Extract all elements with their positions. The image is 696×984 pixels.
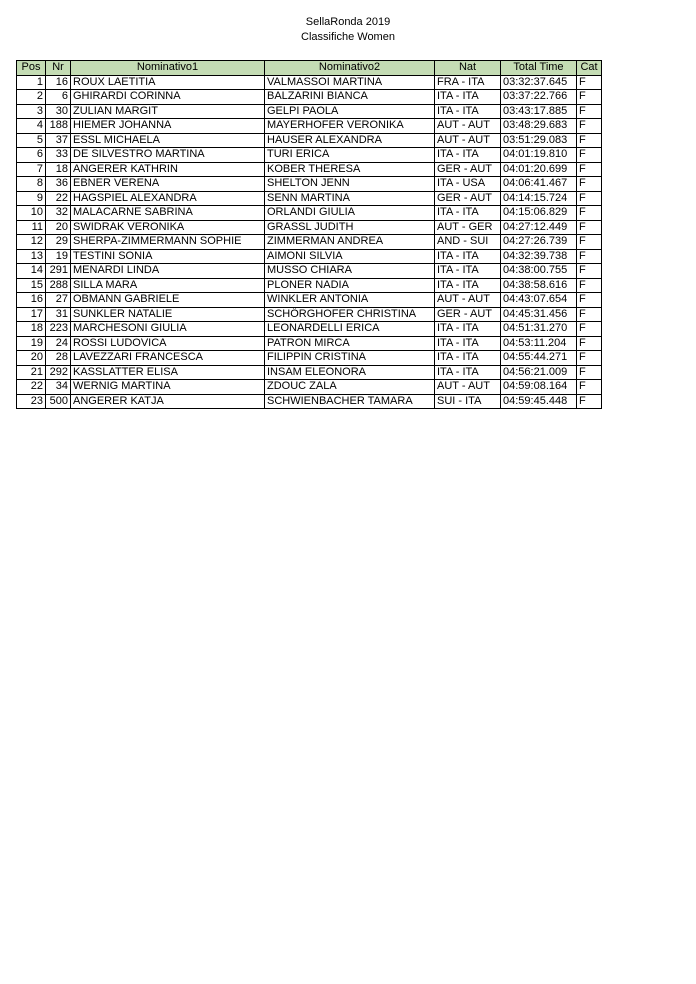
table-row [17,336,602,351]
cell-nominativo1: ROUX LAETITIA [71,75,265,90]
cell-cat: F [577,394,602,409]
cell-nominativo2: PATRON MIRCA [265,336,435,351]
cell-cat: F [577,148,602,163]
cell-total-time: 04:51:31.270 [501,322,577,337]
cell-nat: GER - AUT [435,191,501,206]
cell-nr: 28 [46,351,71,366]
table-row [17,307,602,322]
col-header-pos: Pos [17,61,46,76]
cell-nominativo1: HIEMER JOHANNA [71,119,265,134]
cell-nat: ITA - USA [435,177,501,192]
cell-total-time: 04:56:21.009 [501,365,577,380]
results-table [16,60,602,409]
col-header-nominativo2: Nominativo2 [265,61,435,76]
cell-cat: F [577,365,602,380]
cell-total-time: 04:38:00.755 [501,264,577,279]
cell-nat: ITA - ITA [435,365,501,380]
table-row [17,365,602,380]
cell-nominativo1: ANGERER KATJA [71,394,265,409]
cell-nat: AND - SUI [435,235,501,250]
cell-nominativo1: OBMANN GABRIELE [71,293,265,308]
cell-nominativo2: MAYERHOFER VERONIKA [265,119,435,134]
cell-nr: 16 [46,75,71,90]
cell-pos: 4 [17,119,46,134]
cell-nat: AUT - AUT [435,133,501,148]
cell-nominativo2: GRASSL JUDITH [265,220,435,235]
table-row [17,249,602,264]
cell-pos: 13 [17,249,46,264]
cell-nominativo1: TESTINI SONIA [71,249,265,264]
cell-nat: ITA - ITA [435,206,501,221]
cell-nr: 37 [46,133,71,148]
table-row [17,177,602,192]
cell-nr: 32 [46,206,71,221]
cell-pos: 17 [17,307,46,322]
cell-nat: ITA - ITA [435,322,501,337]
cell-nr: 292 [46,365,71,380]
table-row [17,206,602,221]
cell-nat: AUT - AUT [435,119,501,134]
cell-nat: ITA - ITA [435,264,501,279]
cell-cat: F [577,293,602,308]
cell-nominativo1: GHIRARDI CORINNA [71,90,265,105]
cell-nr: 22 [46,191,71,206]
cell-cat: F [577,220,602,235]
cell-nominativo1: MENARDI LINDA [71,264,265,279]
cell-cat: F [577,104,602,119]
cell-total-time: 04:14:15.724 [501,191,577,206]
cell-cat: F [577,191,602,206]
cell-nat: AUT - AUT [435,293,501,308]
cell-total-time: 03:32:37.645 [501,75,577,90]
cell-cat: F [577,90,602,105]
table-row [17,380,602,395]
cell-cat: F [577,322,602,337]
table-row [17,220,602,235]
cell-nr: 31 [46,307,71,322]
cell-total-time: 04:27:26.739 [501,235,577,250]
cell-total-time: 04:43:07.654 [501,293,577,308]
cell-nominativo1: KASSLATTER ELISA [71,365,265,380]
cell-nominativo2: KOBER THERESA [265,162,435,177]
cell-nr: 19 [46,249,71,264]
cell-nominativo1: ESSL MICHAELA [71,133,265,148]
table-row [17,104,602,119]
cell-nat: GER - AUT [435,162,501,177]
cell-total-time: 04:38:58.616 [501,278,577,293]
cell-cat: F [577,75,602,90]
table-row [17,191,602,206]
cell-nominativo2: INSAM ELEONORA [265,365,435,380]
cell-pos: 18 [17,322,46,337]
cell-total-time: 03:43:17.885 [501,104,577,119]
cell-total-time: 04:55:44.271 [501,351,577,366]
cell-nr: 34 [46,380,71,395]
cell-nominativo2: LEONARDELLI ERICA [265,322,435,337]
cell-cat: F [577,206,602,221]
table-row [17,322,602,337]
cell-nominativo1: ROSSI LUDOVICA [71,336,265,351]
cell-nat: AUT - AUT [435,380,501,395]
cell-nominativo2: SCHÖRGHOFER CHRISTINA [265,307,435,322]
cell-nominativo2: ZDOUC ZALA [265,380,435,395]
table-row [17,235,602,250]
cell-nominativo2: SCHWIENBACHER TAMARA [265,394,435,409]
col-header-nat: Nat [435,61,501,76]
col-header-cat: Cat [577,61,602,76]
cell-nominativo1: HAGSPIEL ALEXANDRA [71,191,265,206]
cell-nominativo2: TURI ERICA [265,148,435,163]
cell-nominativo1: ANGERER KATHRIN [71,162,265,177]
cell-cat: F [577,119,602,134]
cell-cat: F [577,264,602,279]
cell-cat: F [577,177,602,192]
cell-total-time: 04:01:19.810 [501,148,577,163]
cell-cat: F [577,235,602,250]
table-row [17,162,602,177]
table-row [17,293,602,308]
cell-cat: F [577,307,602,322]
cell-nominativo1: SHERPA-ZIMMERMANN SOPHIE [71,235,265,250]
cell-nominativo1: SUNKLER NATALIE [71,307,265,322]
cell-nominativo1: EBNER VERENA [71,177,265,192]
cell-nr: 20 [46,220,71,235]
cell-total-time: 04:32:39.738 [501,249,577,264]
cell-total-time: 04:53:11.204 [501,336,577,351]
table-row [17,394,602,409]
cell-nominativo2: FILIPPIN CRISTINA [265,351,435,366]
cell-nr: 27 [46,293,71,308]
cell-nominativo2: HAUSER ALEXANDRA [265,133,435,148]
cell-cat: F [577,380,602,395]
cell-nat: AUT - GER [435,220,501,235]
cell-pos: 11 [17,220,46,235]
table-row [17,264,602,279]
cell-nr: 29 [46,235,71,250]
cell-total-time: 03:51:29.083 [501,133,577,148]
page-subtitle: Classifiche Women [301,31,395,43]
cell-pos: 3 [17,104,46,119]
cell-total-time: 04:45:31.456 [501,307,577,322]
cell-pos: 9 [17,191,46,206]
cell-pos: 20 [17,351,46,366]
table-row [17,148,602,163]
table-row [17,278,602,293]
cell-nr: 188 [46,119,71,134]
cell-nat: SUI - ITA [435,394,501,409]
cell-nominativo2: AIMONI SILVIA [265,249,435,264]
cell-nat: ITA - ITA [435,351,501,366]
cell-nat: FRA - ITA [435,75,501,90]
cell-nominativo2: BALZARINI BIANCA [265,90,435,105]
cell-nr: 24 [46,336,71,351]
cell-cat: F [577,278,602,293]
col-header-total-time: Total Time [501,61,577,76]
cell-nr: 6 [46,90,71,105]
cell-pos: 1 [17,75,46,90]
cell-nr: 500 [46,394,71,409]
table-row [17,133,602,148]
cell-nominativo1: LAVEZZARI FRANCESCA [71,351,265,366]
col-header-nominativo1: Nominativo1 [71,61,265,76]
cell-nat: ITA - ITA [435,90,501,105]
cell-nat: ITA - ITA [435,148,501,163]
cell-pos: 16 [17,293,46,308]
header-row [17,61,602,76]
page-title: SellaRonda 2019 [305,16,391,28]
cell-nat: GER - AUT [435,307,501,322]
cell-total-time: 04:59:08.164 [501,380,577,395]
cell-nominativo2: WINKLER ANTONIA [265,293,435,308]
cell-cat: F [577,249,602,264]
cell-nr: 36 [46,177,71,192]
cell-nominativo2: MUSSO CHIARA [265,264,435,279]
cell-total-time: 03:48:29.683 [501,119,577,134]
cell-nominativo2: PLONER NADIA [265,278,435,293]
cell-pos: 23 [17,394,46,409]
table-row [17,119,602,134]
cell-pos: 2 [17,90,46,105]
table-row [17,351,602,366]
cell-nominativo2: GELPI PAOLA [265,104,435,119]
cell-nominativo1: MARCHESONI GIULIA [71,322,265,337]
cell-nominativo2: SENN MARTINA [265,191,435,206]
table-row [17,75,602,90]
cell-total-time: 04:06:41.467 [501,177,577,192]
cell-nominativo2: SHELTON JENN [265,177,435,192]
cell-nominativo1: WERNIG MARTINA [71,380,265,395]
cell-pos: 21 [17,365,46,380]
cell-nr: 33 [46,148,71,163]
cell-total-time: 03:37:22.766 [501,90,577,105]
cell-nominativo2: VALMASSOI MARTINA [265,75,435,90]
cell-cat: F [577,336,602,351]
cell-total-time: 04:15:06.829 [501,206,577,221]
cell-cat: F [577,351,602,366]
cell-nominativo1: SWIDRAK VERONIKA [71,220,265,235]
cell-pos: 12 [17,235,46,250]
cell-pos: 6 [17,148,46,163]
table-row [17,90,602,105]
cell-cat: F [577,162,602,177]
cell-pos: 10 [17,206,46,221]
cell-pos: 5 [17,133,46,148]
cell-total-time: 04:59:45.448 [501,394,577,409]
cell-pos: 14 [17,264,46,279]
cell-nat: ITA - ITA [435,278,501,293]
cell-nominativo1: DE SILVESTRO MARTINA [71,148,265,163]
cell-nominativo2: ZIMMERMAN ANDREA [265,235,435,250]
cell-pos: 7 [17,162,46,177]
cell-nr: 18 [46,162,71,177]
cell-nat: ITA - ITA [435,104,501,119]
cell-nr: 288 [46,278,71,293]
cell-nominativo2: ORLANDI GIULIA [265,206,435,221]
cell-pos: 19 [17,336,46,351]
cell-nominativo1: ZULIAN MARGIT [71,104,265,119]
cell-nat: ITA - ITA [435,336,501,351]
cell-total-time: 04:27:12.449 [501,220,577,235]
cell-nat: ITA - ITA [435,249,501,264]
cell-nr: 223 [46,322,71,337]
cell-nr: 30 [46,104,71,119]
cell-pos: 15 [17,278,46,293]
cell-pos: 8 [17,177,46,192]
cell-cat: F [577,133,602,148]
cell-nr: 291 [46,264,71,279]
cell-nominativo1: SILLA MARA [71,278,265,293]
col-header-nr: Nr [46,61,71,76]
cell-pos: 22 [17,380,46,395]
cell-nominativo1: MALACARNE SABRINA [71,206,265,221]
cell-total-time: 04:01:20.699 [501,162,577,177]
